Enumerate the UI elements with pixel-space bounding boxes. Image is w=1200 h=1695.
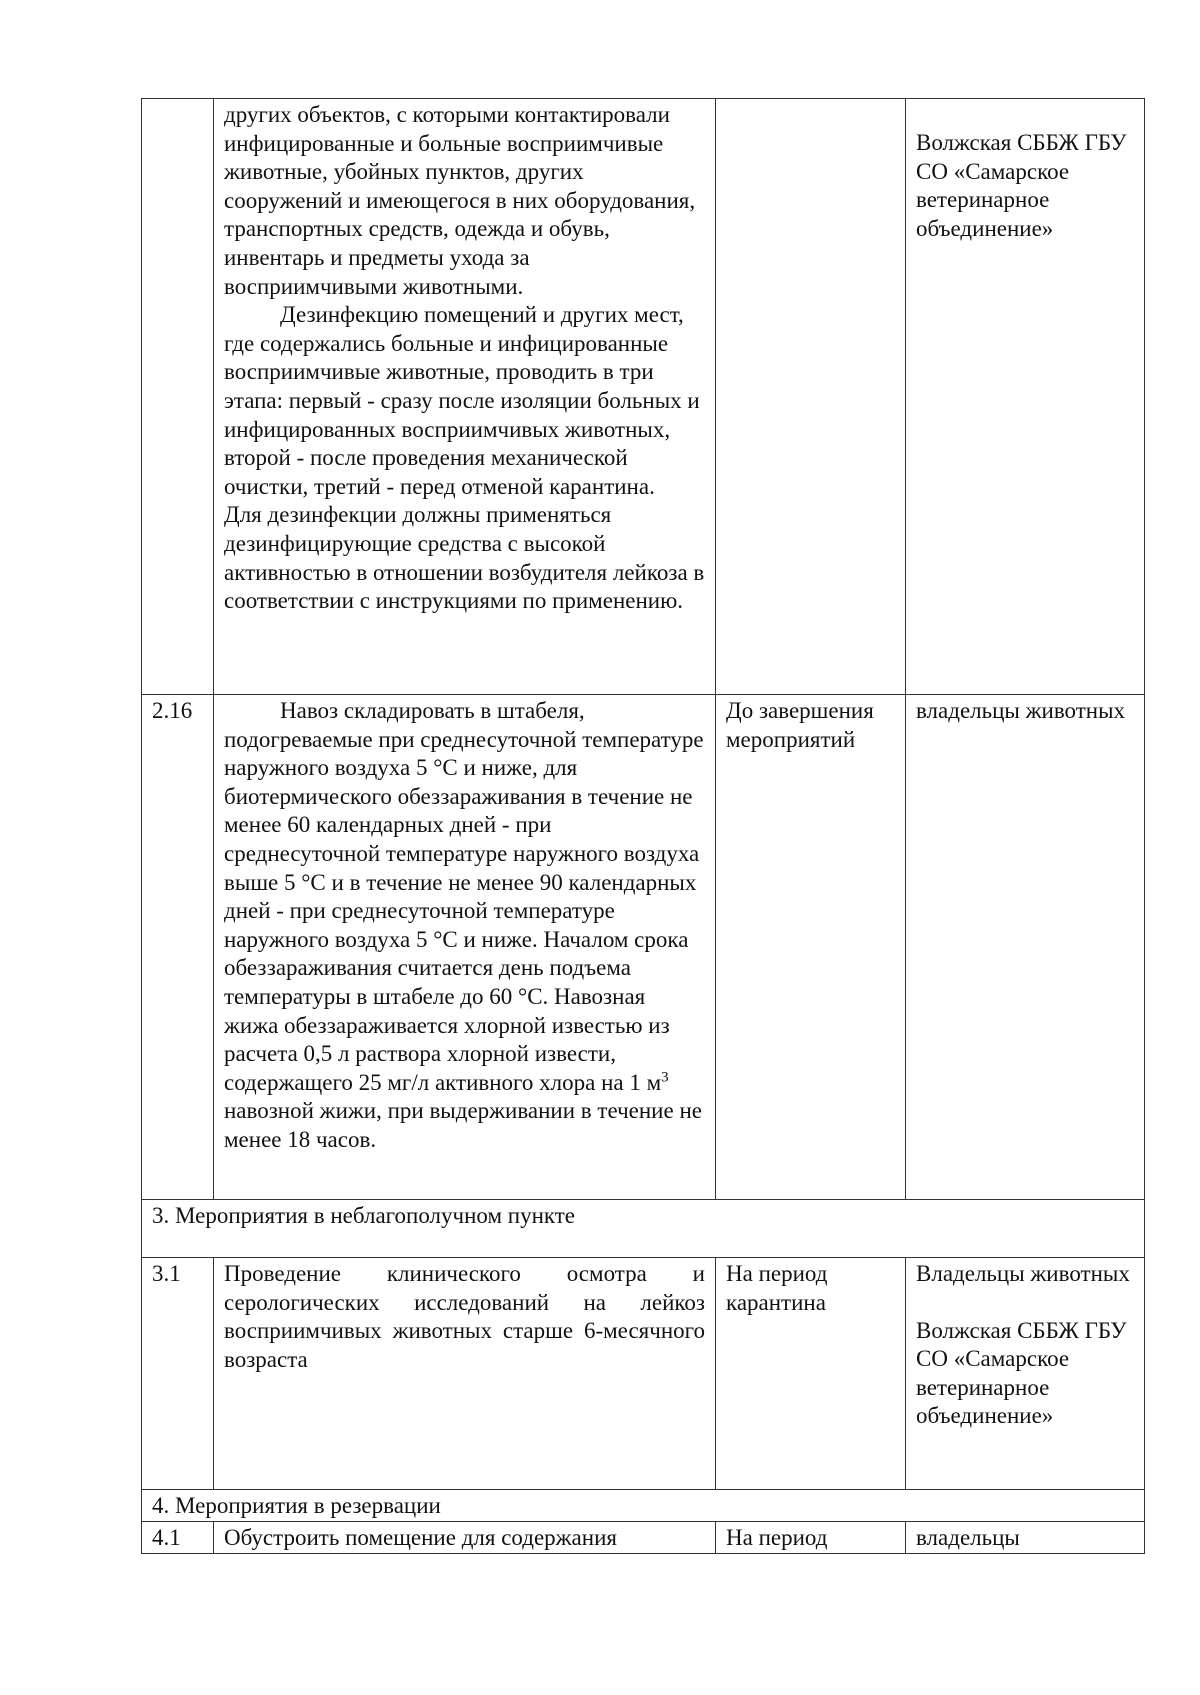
responsible-text: Волжская СББЖ ГБУ СО «Самарское ветеринарное объединение» — [916, 1317, 1127, 1429]
row-number-cell — [142, 1522, 214, 1554]
row-number-cell — [142, 695, 214, 1200]
term-text: До завершения мероприятий — [726, 698, 874, 752]
table-row — [142, 695, 1145, 1200]
responsible-cell — [906, 1258, 1145, 1490]
description-text: Обустроить помещение для содержания — [224, 1525, 617, 1550]
responsible-text: Волжская СББЖ ГБУ СО «Самарское ветеринарное объединение» — [916, 130, 1127, 241]
description-paragraph — [224, 697, 705, 1155]
responsible-cell — [906, 1522, 1145, 1554]
spacer — [916, 1289, 1134, 1317]
description-cell — [214, 99, 716, 695]
term-cell — [716, 99, 906, 695]
table-row — [142, 99, 1145, 695]
description-paragraph: других объектов, с которыми контактировали инфицированные и больные восприимчивые животные, убойных пунктов, других сооружений и имеющегося в них оборудования, транспортных средств, одежда и обувь, инвентарь и предметы ухода за восприимчивыми животными. — [224, 102, 696, 299]
description-text: Проведение клинического осмотра и серологических исследований на лейкоз восприимчивых животных старше 6-месячного возраста — [224, 1261, 705, 1372]
row-number: 4.1 — [152, 1525, 181, 1550]
responsible-cell — [906, 99, 1145, 695]
row-number: 3.1 — [152, 1261, 181, 1286]
responsible-text: Владельцы животных — [916, 1261, 1130, 1286]
responsible-text: владельцы животных — [916, 698, 1126, 723]
responsible-text: владельцы — [916, 1525, 1020, 1550]
description-cell — [214, 1522, 716, 1554]
description-text: навозной жижи, при выдерживании в течение не менее 18 часов. — [224, 1098, 702, 1152]
term-text: На период карантина — [726, 1261, 828, 1315]
section-header-row — [142, 1490, 1145, 1522]
section-header-row — [142, 1200, 1145, 1258]
description-text: Навоз складировать в штабеля, подогреваемые при среднесуточной температуре наружного воздуха 5 °С и ниже, для биотермического обеззараживания в течение не менее 60 календарных дней - при среднесуточной температуре наружного воздуха выше 5 °С и в течение не менее 90 календарных дней - при среднесуточной температуре наружного воздуха 5 °С и ниже. Началом срока обеззараживания считается день подъема температуры в штабеле до 60 °С. Навозная жижа обеззараживается хлорной известью из расчета 0,5 л раствора хлорной извести, содержащего 25 мг/л активного хлора на 1 м — [224, 698, 704, 1095]
section-header: 3. Мероприятия в неблагополучном пункте — [142, 1200, 1145, 1258]
row-number-cell — [142, 1258, 214, 1490]
table-row — [142, 1522, 1145, 1554]
measures-table — [141, 98, 1145, 1554]
term-cell — [716, 1258, 906, 1490]
term-cell — [716, 695, 906, 1200]
row-number: 2.16 — [152, 698, 193, 723]
description-cell — [214, 1258, 716, 1490]
row-number-cell — [142, 99, 214, 695]
description-paragraph: Дезинфекцию помещений и других мест, где содержались больные и инфицированные восприимчивые животные, проводить в три этапа: первый - сразу после изоляции больных и инфицированных восприимчивых животных, второй - после проведения механической очистки, третий - перед отменой карантина. — [224, 302, 700, 499]
description-paragraph: Для дезинфекции должны применяться дезинфицирующие средства с высокой активностью в отношении возбудителя лейкоза в соответствии с инструкциями по применению. — [224, 502, 705, 614]
term-text: На период — [726, 1525, 828, 1550]
section-header: 4. Мероприятия в резервации — [142, 1490, 1145, 1522]
table-row — [142, 1258, 1145, 1490]
description-cell — [214, 695, 716, 1200]
superscript: 3 — [661, 1069, 669, 1086]
term-cell — [716, 1522, 906, 1554]
responsible-cell — [906, 695, 1145, 1200]
